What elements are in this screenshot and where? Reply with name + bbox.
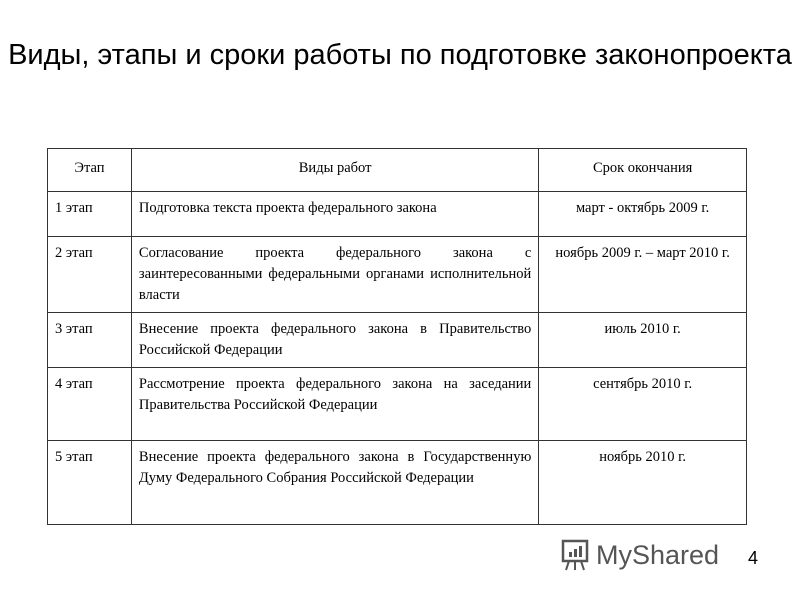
- term-cell: ноябрь 2010 г.: [539, 441, 747, 525]
- stage-cell: 4 этап: [48, 368, 132, 441]
- term-cell: сентябрь 2010 г.: [539, 368, 747, 441]
- stage-cell: 2 этап: [48, 237, 132, 313]
- term-cell: март - октябрь 2009 г.: [539, 192, 747, 237]
- table-header-row: [48, 149, 747, 192]
- stage-cell: 1 этап: [48, 192, 132, 237]
- table-row: [48, 368, 747, 441]
- header-term: Срок окончания: [539, 149, 747, 192]
- stages-table: [47, 148, 747, 525]
- presentation-board-icon: [560, 538, 590, 572]
- work-cell: Рассмотрение проекта федерального закона на заседании Правительства Российской Федерации: [131, 368, 538, 441]
- slide-number: 4: [748, 548, 759, 568]
- table-row: [48, 237, 747, 313]
- watermark-text: MyShared: [596, 539, 720, 570]
- work-cell: Внесение проекта федерального закона в Правительство Российской Федерации: [131, 313, 538, 368]
- stage-cell: 3 этап: [48, 313, 132, 368]
- stage-cell: 5 этап: [48, 441, 132, 525]
- term-cell: июль 2010 г.: [539, 313, 747, 368]
- term-cell: ноябрь 2009 г. – март 2010 г.: [539, 237, 747, 313]
- header-stage: Этап: [48, 149, 132, 192]
- work-cell: Внесение проекта федерального закона в Государственную Думу Федерального Собрания Российской Федерации: [131, 441, 538, 525]
- work-cell: Подготовка текста проекта федерального закона: [131, 192, 538, 237]
- work-cell: Согласование проекта федерального закона с заинтересованными федеральными органами исполнительной власти: [131, 237, 538, 313]
- header-work: Виды работ: [131, 149, 538, 192]
- slide-title: Виды, этапы и сроки работы по подготовке законопроекта: [8, 39, 792, 71]
- table-row: [48, 313, 747, 368]
- watermark-logo: [560, 538, 719, 572]
- table-row: [48, 192, 747, 237]
- table-row: [48, 441, 747, 525]
